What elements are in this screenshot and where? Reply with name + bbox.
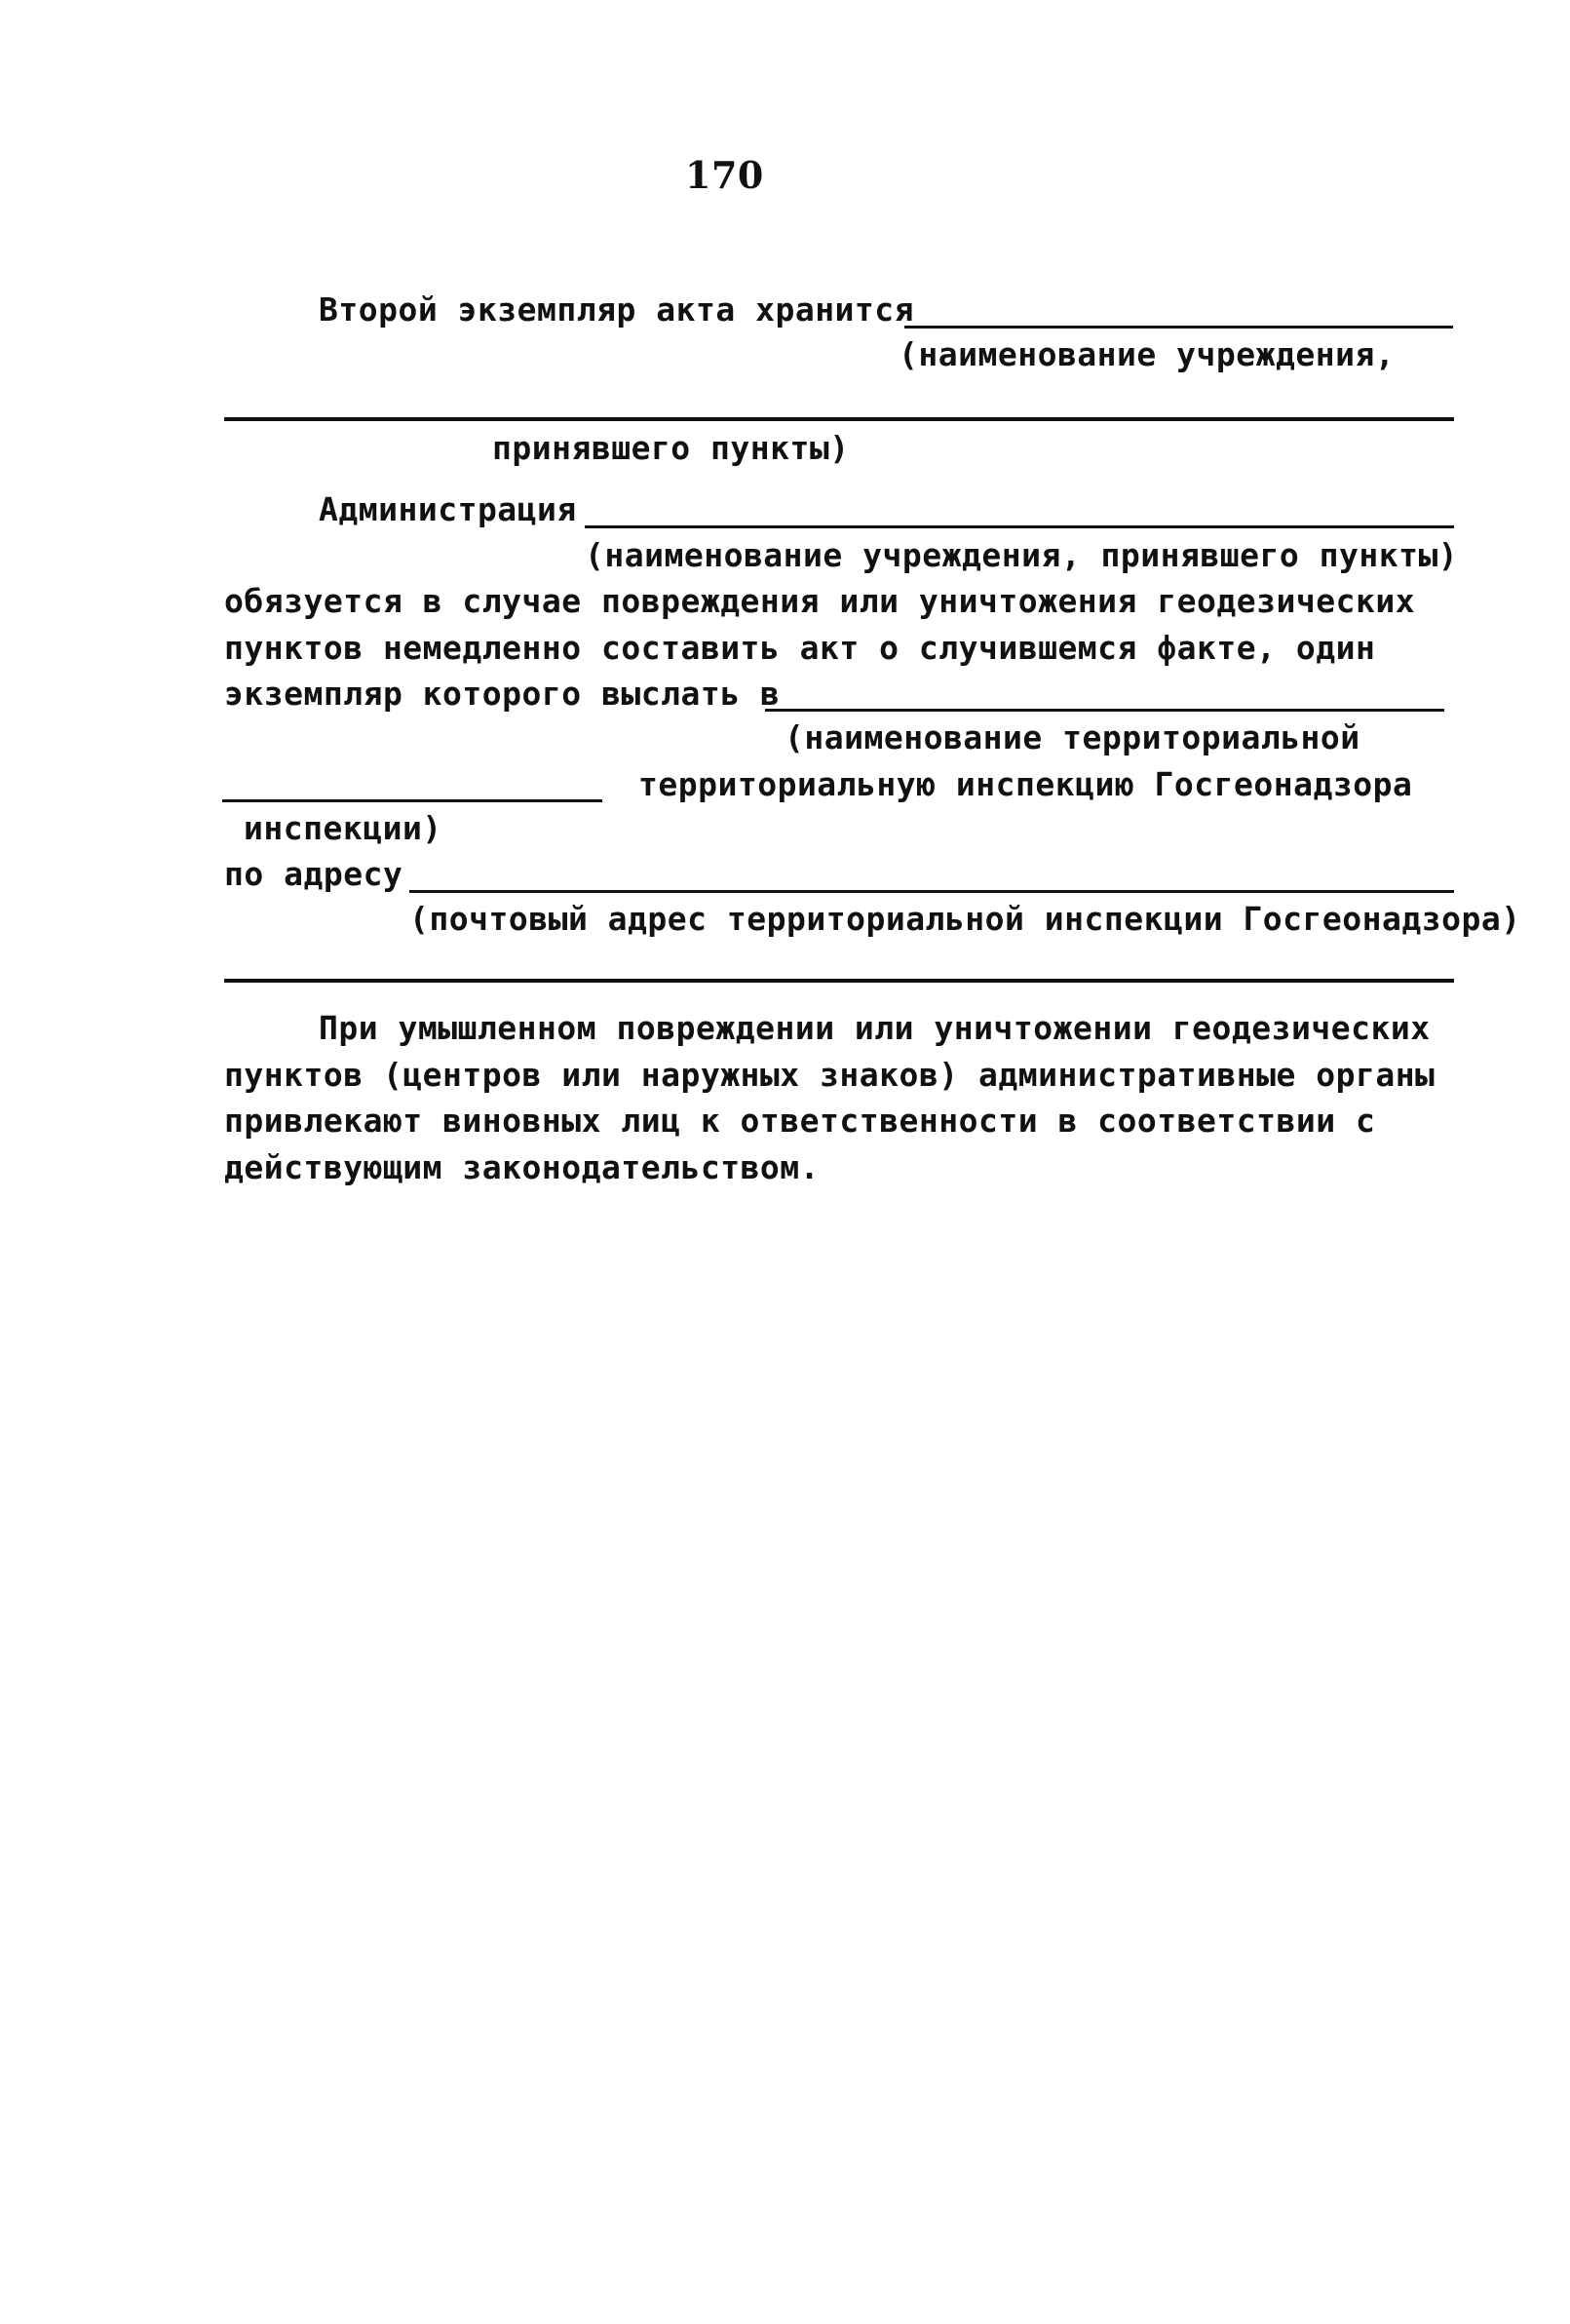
copy-storage-hint-2: принявшего пункты) bbox=[492, 429, 850, 467]
inspection-field-line-2 bbox=[222, 799, 602, 802]
administration-hint: (наименование учреждения, принявшего пункты) bbox=[585, 536, 1459, 574]
address-field-line bbox=[409, 890, 1454, 893]
obligation-line-2: пунктов немедленно составить акт о случившемся факте, один bbox=[224, 629, 1376, 667]
inspection-hint-2: инспекции) bbox=[244, 809, 442, 847]
copy-storage-hint-1: (наименование учреждения, bbox=[899, 335, 1396, 373]
inspection-hint-1: (наименование территориальной bbox=[785, 718, 1360, 756]
copy-storage-label: Второй экземпляр акта хранится bbox=[319, 290, 915, 329]
closing-line-2: пунктов (центров или наружных знаков) административные органы bbox=[224, 1056, 1436, 1094]
closing-line-3: привлекают виновных лиц к ответственности в соответствии с bbox=[224, 1102, 1376, 1140]
closing-line-1: При умышленном повреждении или уничтожении геодезических bbox=[319, 1009, 1431, 1047]
page-number: 170 bbox=[685, 153, 764, 197]
inspection-middle-text: территориальную инспекцию Госгеонадзора bbox=[638, 765, 1413, 803]
inspection-field-line bbox=[765, 709, 1444, 712]
administration-label: Администрация bbox=[319, 490, 577, 528]
copy-storage-field-line-2 bbox=[224, 417, 1454, 421]
address-label: по адресу bbox=[224, 855, 403, 893]
obligation-line-1: обязуется в случае повреждения или уничтожения геодезических bbox=[224, 582, 1416, 620]
obligation-line-3: экземпляр которого выслать в bbox=[224, 675, 781, 713]
closing-line-4: действующим законодательством. bbox=[224, 1148, 821, 1186]
copy-storage-field-line bbox=[904, 326, 1453, 329]
administration-field-line bbox=[585, 525, 1454, 528]
address-hint: (почтовый адрес территориальной инспекции Госгеонадзора) bbox=[409, 900, 1521, 938]
address-field-line-2 bbox=[224, 979, 1454, 983]
